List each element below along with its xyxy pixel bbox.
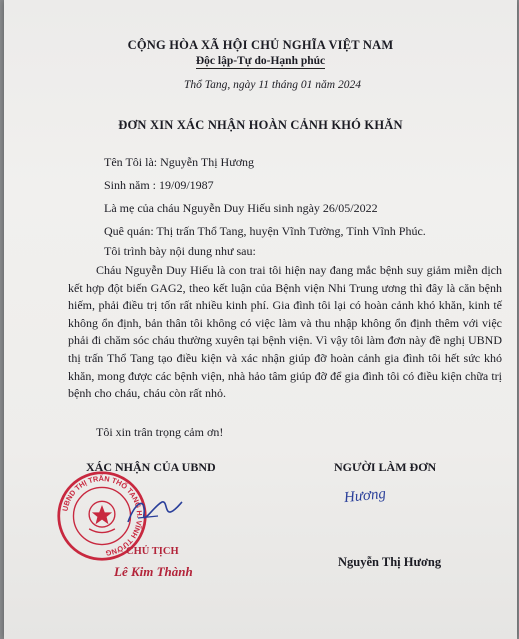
chairman-signature-icon: [124, 492, 184, 532]
field-hometown: Quê quán: Thị trấn Thổ Tang, huyện Vĩnh Tường, Tỉnh Vĩnh Phúc.: [104, 224, 426, 238]
body-paragraph: Cháu Nguyễn Duy Hiếu là con trai tôi hiện nay đang mắc bệnh suy giảm miễn dịch kết hợp đột biến GAG2, theo kết luận của Bệnh viện Nhi Trung ương thì đây là căn bệnh hiếm, phải điều trị tốn rất nhiều kinh phí. Gia đình tôi lại có hoàn cảnh khó khăn, kinh tế không ổn định, bản thân tôi không có việc làm và thu nhập không ổn định thêm với việc phải đi chăm sóc cháu thường xuyên tại bệnh viện. Vì vậy tôi làm đơn này đề nghị UBND thị trấn Thổ Tang tạo điều kiện và xác nhận giúp đỡ hoàn cảnh gia đình tôi hết sức khó khăn, mong được các bệnh viện, nhà hảo tâm giúp đỡ để gia đình tôi có điều kiện chữa trị bệnh cho cháu, cháu còn rất nhỏ.: [68, 263, 502, 401]
dateline: Thổ Tang, ngày 11 tháng 01 năm 2024: [184, 79, 361, 91]
document-title: ĐƠN XIN XÁC NHẬN HOÀN CẢNH KHÓ KHĂN: [118, 118, 403, 132]
chairman-title: CHỦ TỊCH: [126, 546, 179, 557]
chairman-name: Lê Kim Thành: [114, 564, 193, 579]
document-page: [4, 0, 517, 639]
thanks-line: Tôi xin trân trọng cảm ơn!: [96, 425, 224, 439]
field-dob: Sinh năm : 19/09/1987: [104, 178, 214, 192]
national-motto: Độc lập-Tự do-Hạnh phúc: [195, 55, 326, 67]
right-signature-heading: NGƯỜI LÀM ĐƠN: [334, 460, 437, 474]
field-intro: Tôi trình bày nội dung như sau:: [104, 244, 256, 258]
applicant-signature: Hương: [343, 485, 387, 507]
field-mother: Là mẹ của cháu Nguyễn Duy Hiếu sinh ngày 26/05/2022: [104, 201, 378, 215]
field-name: Tên Tôi là: Nguyễn Thị Hương: [104, 155, 255, 169]
applicant-name: Nguyễn Thị Hương: [338, 555, 442, 569]
national-header: CỘNG HÒA XÃ HỘI CHỦ NGHĨA VIỆT NAM: [127, 38, 394, 52]
left-signature-heading: XÁC NHẬN CỦA UBND: [86, 460, 216, 474]
svg-text:UBND THỊ TRẤN THỔ TANG H. VĨNH: UBND THỊ TRẤN THỔ TANG H. VĨNH TƯỜNG: [60, 473, 145, 558]
